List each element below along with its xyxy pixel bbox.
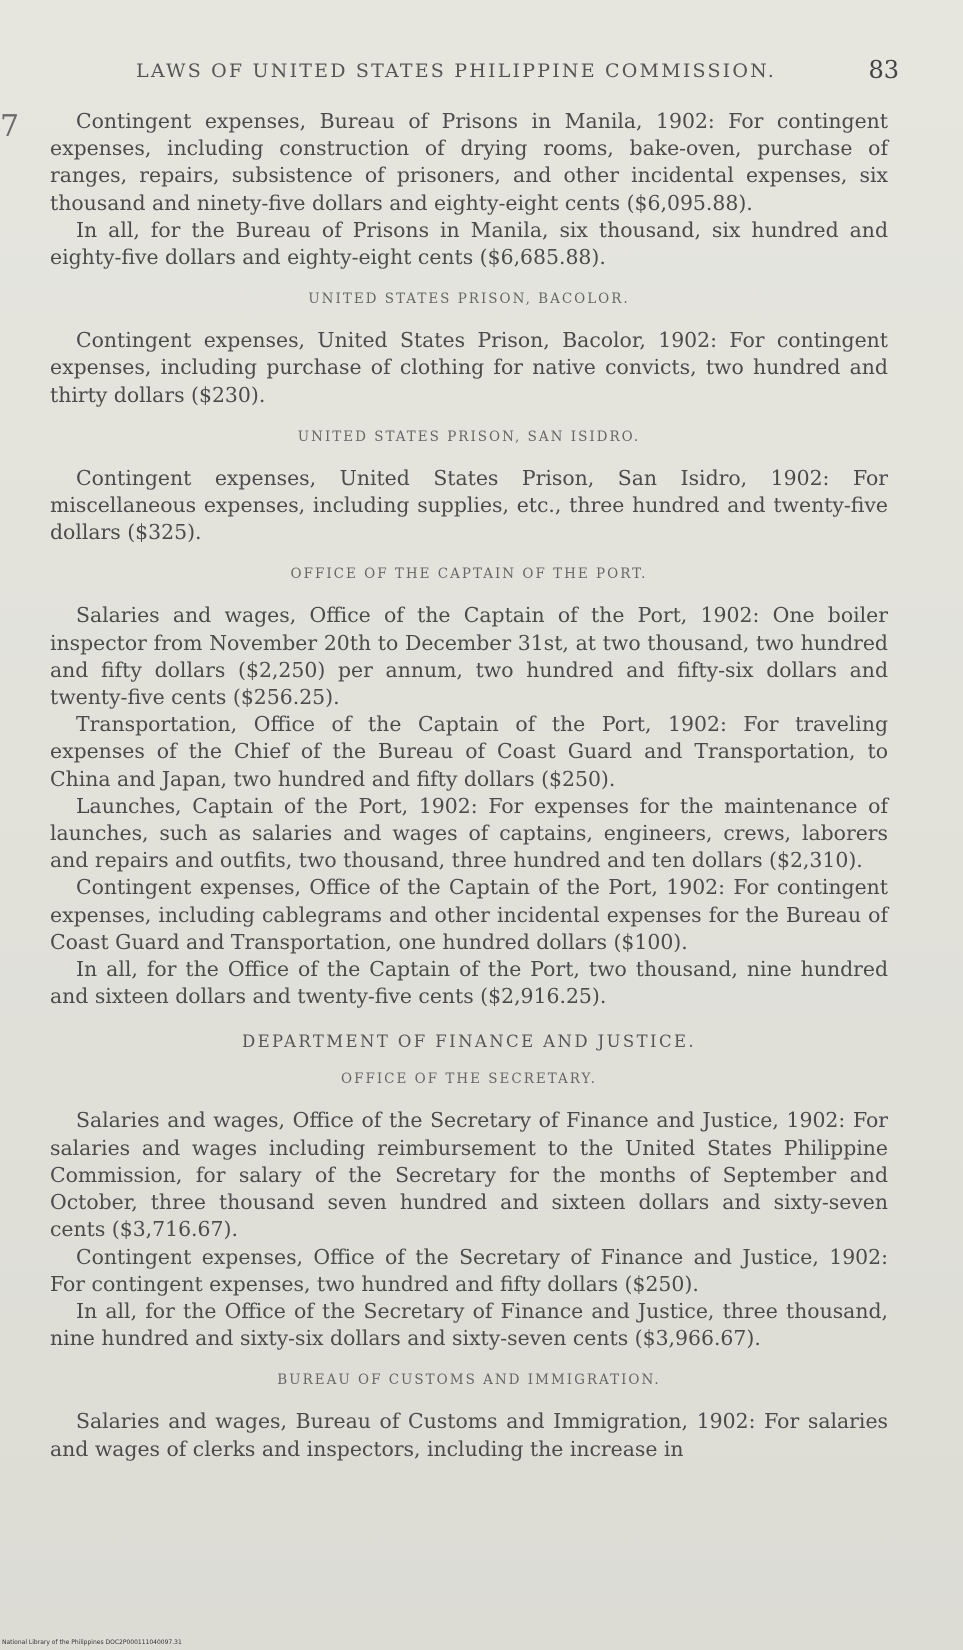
paragraph-secretary-contingent: Contingent expenses, Office of the Secretary of Finance and Justice, 1902: For contingent expenses, two hundred and fifty dollars ($250).: [50, 1244, 888, 1296]
paragraph-captain-port-transportation: Transportation, Office of the Captain of the Port, 1902: For traveling expenses of the Chief of the Bureau of Coast Guard and Transportation, to China and Japan, two hundred and fifty dollars ($250).: [50, 712, 888, 791]
paragraph-captain-port-total: In all, for the Office of the Captain of the Port, two thousand, nine hundred and sixteen dollars and twenty-five cents ($2,916.25).: [50, 957, 888, 1009]
footer-credit: National Library of the Philippines DOC2P000111040097.31: [2, 1639, 182, 1646]
paragraph-captain-port-salaries: Salaries and wages, Office of the Captain of the Port, 1902: One boiler inspector from November 20th to December 31st, at two thousand, two hundred and fifty dollars ($2,250) per annum, two hundred and fifty-six dollars and twenty-five cents ($256.25).: [50, 603, 888, 710]
page-number: 83: [868, 56, 899, 84]
body-text: [50, 108, 888, 1463]
paragraph-prisons-contingent: Contingent expenses, Bureau of Prisons in Manila, 1902: For contingent expenses, including construction of drying rooms, bake-oven, purchase of ranges, repairs, subsistence of prisoners, and other incidental expenses, six thousand and ninety-five dollars and eighty-eight cents ($6,095.88).: [50, 109, 888, 215]
section-heading-bacolor: UNITED STATES PRISON, BACOLOR.: [308, 291, 630, 308]
running-title: LAWS OF UNITED STATES PHILIPPINE COMMISSION.: [136, 60, 776, 82]
paragraph-captain-port-launches: Launches, Captain of the Port, 1902: For expenses for the maintenance of launches, such as salaries and wages of captains, engineers, crews, laborers and repairs and outfits, two thousand, three hundred and ten dollars ($2,310).: [50, 793, 888, 873]
section-heading-captain-port: OFFICE OF THE CAPTAIN OF THE PORT.: [290, 566, 648, 583]
paragraph-captain-port-contingent: Contingent expenses, Office of the Captain of the Port, 1902: For contingent expenses, including cablegrams and other incidental expenses for the Bureau of Coast Guard and Transportation, one hundred dollars ($100).: [50, 875, 888, 954]
running-head: [118, 56, 903, 86]
department-heading-finance-justice: DEPARTMENT OF FINANCE AND JUSTICE.: [241, 1032, 697, 1052]
section-heading-office-secretary: OFFICE OF THE SECRETARY.: [341, 1071, 597, 1088]
paragraph-customs-salaries: Salaries and wages, Bureau of Customs and Immigration, 1902: For salaries and wages of clerks and inspectors, including the increase in: [50, 1409, 888, 1461]
paragraph-san-isidro-contingent: Contingent expenses, United States Prison, San Isidro, 1902: For miscellaneous expenses, including supplies, etc., three hundred and twenty-five dollars ($325).: [50, 465, 888, 545]
paragraph-bacolor-contingent: Contingent expenses, United States Prison, Bacolor, 1902: For contingent expenses, including purchase of clothing for native convicts, two hundred and thirty dollars ($230).: [50, 328, 888, 407]
paragraph-prisons-total: In all, for the Bureau of Prisons in Manila, six thousand, six hundred and eighty-five dollars and eighty-eight cents ($6,685.88).: [50, 217, 888, 270]
margin-mark: 7: [0, 109, 20, 144]
section-heading-san-isidro: UNITED STATES PRISON, SAN ISIDRO.: [297, 428, 641, 445]
paragraph-secretary-total: In all, for the Office of the Secretary of Finance and Justice, three thousand, nine hundred and sixty-six dollars and sixty-seven cents ($3,966.67).: [50, 1298, 888, 1351]
paragraph-secretary-salaries: Salaries and wages, Office of the Secretary of Finance and Justice, 1902: For salaries and wages including reimbursement to the United States Philippine Commission, for salary of the Secretary for the months of September and October, three thousand seven hundred and sixteen dollars and sixty-seven cents ($3,716.67).: [50, 1108, 888, 1242]
section-heading-customs: BUREAU OF CUSTOMS AND IMMIGRATION.: [277, 1372, 661, 1389]
